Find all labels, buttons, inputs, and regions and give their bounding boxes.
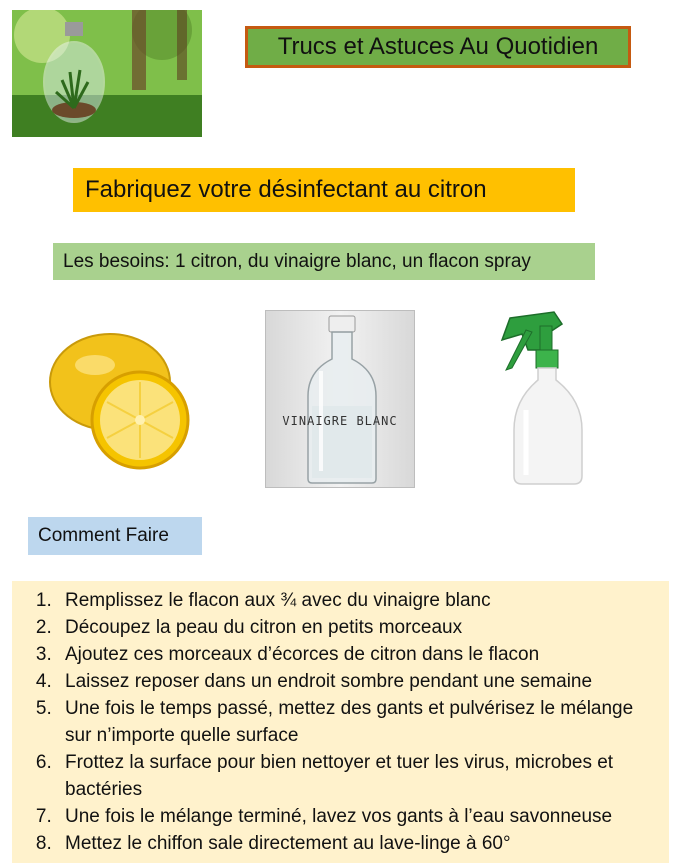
vinegar-bottle-icon xyxy=(266,311,415,488)
list-item: 3. Ajoutez ces morceaux d’écorces de citron dans le flacon xyxy=(57,641,659,668)
vinegar-label: VINAIGRE BLANC xyxy=(282,414,398,428)
list-item: 1. Remplissez le flacon aux ¾ avec du vinaigre blanc xyxy=(57,587,659,614)
instructions-list xyxy=(12,581,669,863)
spray-bottle-icon xyxy=(492,310,592,490)
page-title: Trucs et Astuces Au Quotidien xyxy=(245,26,631,68)
vinegar-bottle-image xyxy=(265,310,415,488)
list-item: 2. Découpez la peau du citron en petits morceaux xyxy=(57,614,659,641)
lightbulb-terrarium-photo xyxy=(12,10,202,137)
photo-icon xyxy=(12,10,202,137)
list-item: 6. Frottez la surface pour bien nettoyer et tuer les virus, microbes et bactéries xyxy=(57,749,659,803)
ingredients-needs: Les besoins: 1 citron, du vinaigre blanc, un flacon spray xyxy=(53,243,595,280)
list-item: 8. Mettez le chiffon sale directement au lave-linge à 60° xyxy=(57,830,659,857)
how-to-heading: Comment Faire xyxy=(28,517,202,555)
list-item: 4. Laissez reposer dans un endroit sombre pendant une semaine xyxy=(57,668,659,695)
recipe-title: Fabriquez votre désinfectant au citron xyxy=(73,168,575,212)
lemon-icon xyxy=(40,320,200,480)
list-item: 5. Une fois le temps passé, mettez des gants et pulvérisez le mélange sur n’importe quelle surface xyxy=(57,695,659,749)
list-item: 7. Une fois le mélange terminé, lavez vos gants à l’eau savonneuse xyxy=(57,803,659,830)
